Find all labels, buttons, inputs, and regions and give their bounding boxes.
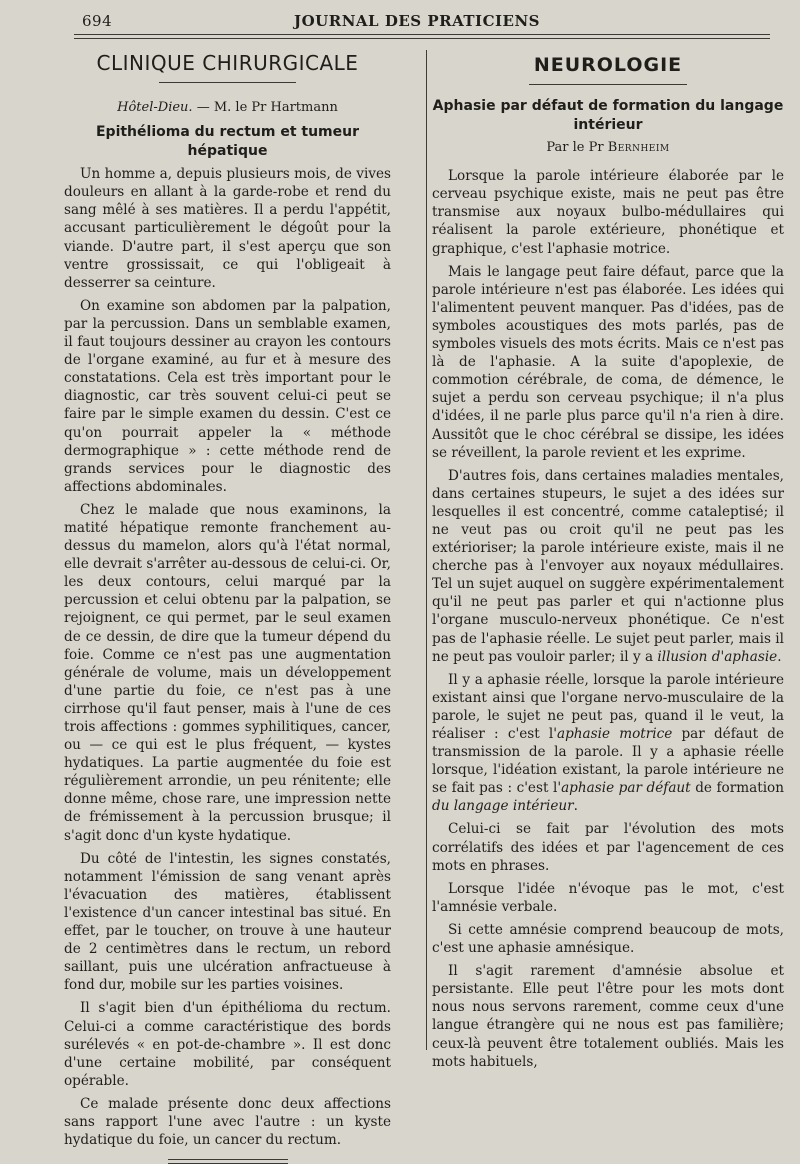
paragraph-text: de formation	[690, 780, 784, 797]
left-column	[64, 50, 391, 1164]
journal-title: JOURNAL DES PRATICIENS	[294, 12, 540, 30]
italic-term: aphasie par défaut	[561, 780, 691, 797]
paragraph: Chez le malade que nous examinons, la matité hépatique remonte franchement au-dessus du mamelon, alors qu'à l'état normal, elle devrait s'arrêter au-dessous de celui-ci. Or, les deux contours, celui marqué par la percussion et celui obtenu par la palpation, se rejoignent, ce qui permet, par le seul examen de ce dessin, de dire que la tumeur dépend du foie. Comme ce n'est pas une augmentation générale de volume, mais un développement d'une partie du foie, ce n'est pas à une cirrhose qu'il faut penser, mais à l'une de ces trois affections : gommes syphilitiques, cancer, ou — ce qui est le plus fréquent, — kystes hydatiques. La partie augmentée du foie est régulièrement arrondie, un peu rénitente; elle donne même, chose rare, une impression nette de frémissement à la percussion brusque; il s'agit donc d'un kyste hydatique.	[64, 501, 391, 844]
section-title-clinique: CLINIQUE CHIRURGICALE	[96, 51, 359, 75]
italic-term: illusion d'aphasie	[657, 648, 778, 665]
author-name: Bernheim	[607, 140, 670, 156]
paragraph: Il s'agit bien d'un épithélioma du rectum. Celui-ci a comme caractéristique des bords surélevés « en pot-de-chambre ». Il est donc d'une certaine mobilité, par conséquent opérable.	[64, 1000, 391, 1089]
italic-term: du langage intérieur	[432, 798, 574, 815]
running-head	[64, 8, 770, 32]
right-column	[432, 50, 784, 1076]
article-title-aphasie: Aphasie par défaut de formation du langage intérieur	[432, 98, 784, 134]
page-number: 694	[82, 12, 113, 30]
byline	[64, 99, 391, 117]
paragraph: Il s'agit rarement d'amnésie absolue et persistante. Elle peut l'être pour les mots dont nous nous servons rarement, comme ceux d'une langue étrangère qui ne nous est pas familière; ceux-là peuvent être totalement oubliés. Mais les mots habituels,	[432, 963, 784, 1070]
paragraph: Un homme a, depuis plusieurs mois, de vives douleurs en allant à la garde-robe et rend du sang mêlé à ses matières. Il a perdu l'appétit, accusant particulièrement le dégoût pour la viande. D'autre part, il s'est aperçu que son ventre grossissait, ce qui l'obligeait à desserrer sa ceinture.	[64, 166, 391, 291]
italic-term: aphasie motrice	[556, 726, 673, 742]
section-title-neurologie: NEUROLOGIE	[533, 54, 683, 76]
paragraph-text: D'autres fois, dans certaines maladies mentales, dans certaines stupeurs, le sujet a des idées sur lesquelles il est concentré, comme cataleptisé; il ne veut pas ou croit qu'il ne peut pas les extérioriser; la parole intérieure existe, mais il ne cherche pas à l'envoyer aux noyaux médullaires. Tel un sujet auquel on suggère expérimentalement qu'il ne peut pas parler et qui n'actionne plus l'organe musculo-nerveux phonétique. Ce n'est pas de l'aphasie réelle. Le sujet peut parler, mais il ne peut pas vouloir parler; il y a	[432, 467, 784, 665]
paragraph-text: .	[573, 798, 578, 815]
end-rule	[168, 1159, 288, 1160]
byline-place: Hôtel-Dieu.	[117, 100, 193, 116]
section-title-rule	[529, 84, 687, 85]
paragraph: Du côté de l'intestin, les signes constatés, notamment l'émission de sang venant après l'évacuation des matières, établissent l'existence d'un cancer intestinal bas situé. En effet, par le toucher, on trouve à une hauteur de 2 centimètres dans le rectum, un rebord saillant, puis une ulcération anfractueuse à fond dur, mobile sur les parties voisines.	[64, 850, 391, 994]
paragraph: Si cette amnésie comprend beaucoup de mots, c'est une aphasie amnésique.	[432, 921, 784, 957]
section-title-rule	[159, 82, 296, 83]
article-title-epithelioma: Epithélioma du rectum et tumeur hépatique	[95, 124, 360, 160]
paragraph: On examine son abdomen par la palpation, par la percussion. Dans un semblable examen, il faut toujours dessiner au crayon les contours de l'organe examiné, au fur et à mesure des constatations. Cela est très important pour le diagnostic, car très souvent celui-ci peut se faire par le simple examen du dessin. C'est ce qu'on pourrait appeler la « méthode dermographique » : cette méthode rend de grands services pour le diagnostic des affections abdominales.	[64, 297, 391, 495]
paragraph	[432, 467, 784, 666]
paragraph	[432, 671, 784, 816]
header-rule-thin	[74, 38, 770, 39]
paragraph: Mais le langage peut faire défaut, parce que la parole intérieure n'est pas élaborée. Les idées qui l'alimentent peuvent manquer. Pas d'idées, pas de symboles acoustiques des mots parlés, pas de symboles visuels des mots écrits. Mais ce n'est pas là de l'aphasie. A la suite d'apoplexie, de commotion cérébrale, de coma, de démence, le sujet a perdu son cerveau psychique; il n'a plus d'idées, il ne parle plus parce qu'il n'a rien à dire. Aussitôt que le choc cérébral se dissipe, les idées se réveillent, la parole revient et les exprime.	[432, 263, 784, 461]
paragraph-text: par défaut de transmission de la parole. Il y a aphasie réelle lorsque, l'idéation existant, la parole intérieure ne se fait pas : c'est l'	[432, 726, 784, 797]
paragraph: Lorsque la parole intérieure élaborée par le cerveau psychique existe, mais ne peut pas être transmise aux noyaux bulbo-médullaires qui réalisent la parole extérieure, phonétique et graphique, c'est l'aphasie motrice.	[432, 168, 784, 257]
paragraph: Ce malade présente donc deux affections sans rapport l'une avec l'autre : un kyste hydatique du foie, un cancer du rectum.	[64, 1095, 391, 1149]
header-rule	[74, 34, 770, 35]
byline-author: — M. le Pr Hartmann	[196, 100, 338, 116]
author-line	[432, 139, 784, 157]
paragraph: Lorsque l'idée n'évoque pas le mot, c'est l'amnésie verbale.	[432, 880, 784, 915]
column-divider	[426, 50, 427, 1050]
paragraph: Celui-ci se fait par l'évolution des mots corrélatifs des idées et par l'agencement de ces mots en phrases.	[432, 821, 784, 874]
paragraph-text: Il y a aphasie réelle, lorsque la parole intérieure existant ainsi que l'organe nervo-musculaire de la parole, le sujet ne peut pas, quand il le veut, la réaliser : c'est l'	[432, 671, 784, 742]
paragraph-text: .	[777, 648, 782, 665]
author-prefix: Par le Pr	[546, 140, 604, 156]
